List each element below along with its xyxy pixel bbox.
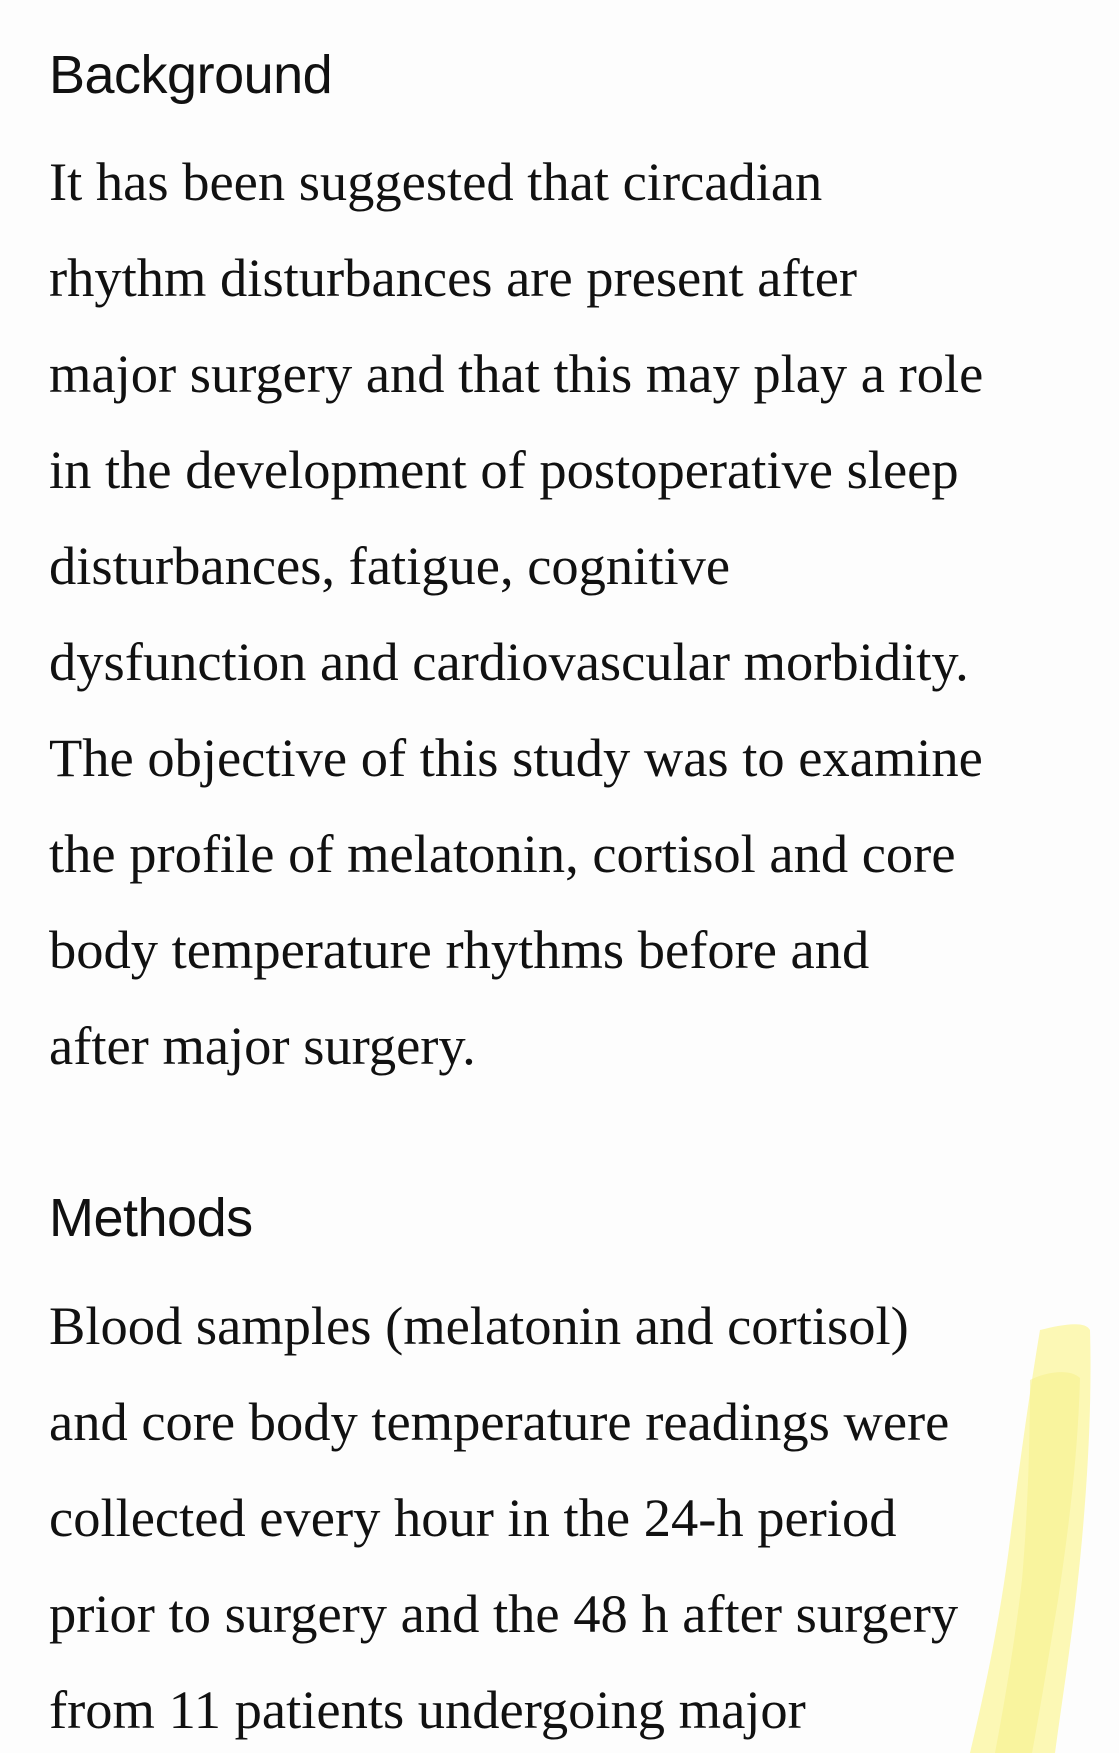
text-line: from 11 patients undergoing major [49,1679,806,1740]
text-line: collected every hour in the 24-h period [49,1487,897,1548]
text-line: It has been suggested that circadian [49,151,823,212]
text-line: rhythm disturbances are present after [49,247,858,308]
background-paragraph [49,134,983,1094]
methods-heading: Methods [49,1188,253,1248]
text-line: and core body temperature readings were [49,1391,950,1452]
text-line: The objective of this study was to examine [49,727,983,788]
background-heading: Background [49,45,333,105]
methods-paragraph [49,1278,958,1753]
text-line: after major surgery. [49,1015,476,1076]
text-line: dysfunction and cardiovascular morbidity. [49,631,969,692]
text-line: disturbances, fatigue, cognitive [49,535,731,596]
text-line: in the development of postoperative sleep [49,439,959,500]
text-line: Blood samples (melatonin and cortisol) [49,1295,909,1356]
text-line: prior to surgery and the 48 h after surgery [49,1583,959,1644]
text-line: the profile of melatonin, cortisol and core [49,823,956,884]
text-line: major surgery and that this may play a role [49,343,984,404]
text-line: body temperature rhythms before and [49,919,870,980]
